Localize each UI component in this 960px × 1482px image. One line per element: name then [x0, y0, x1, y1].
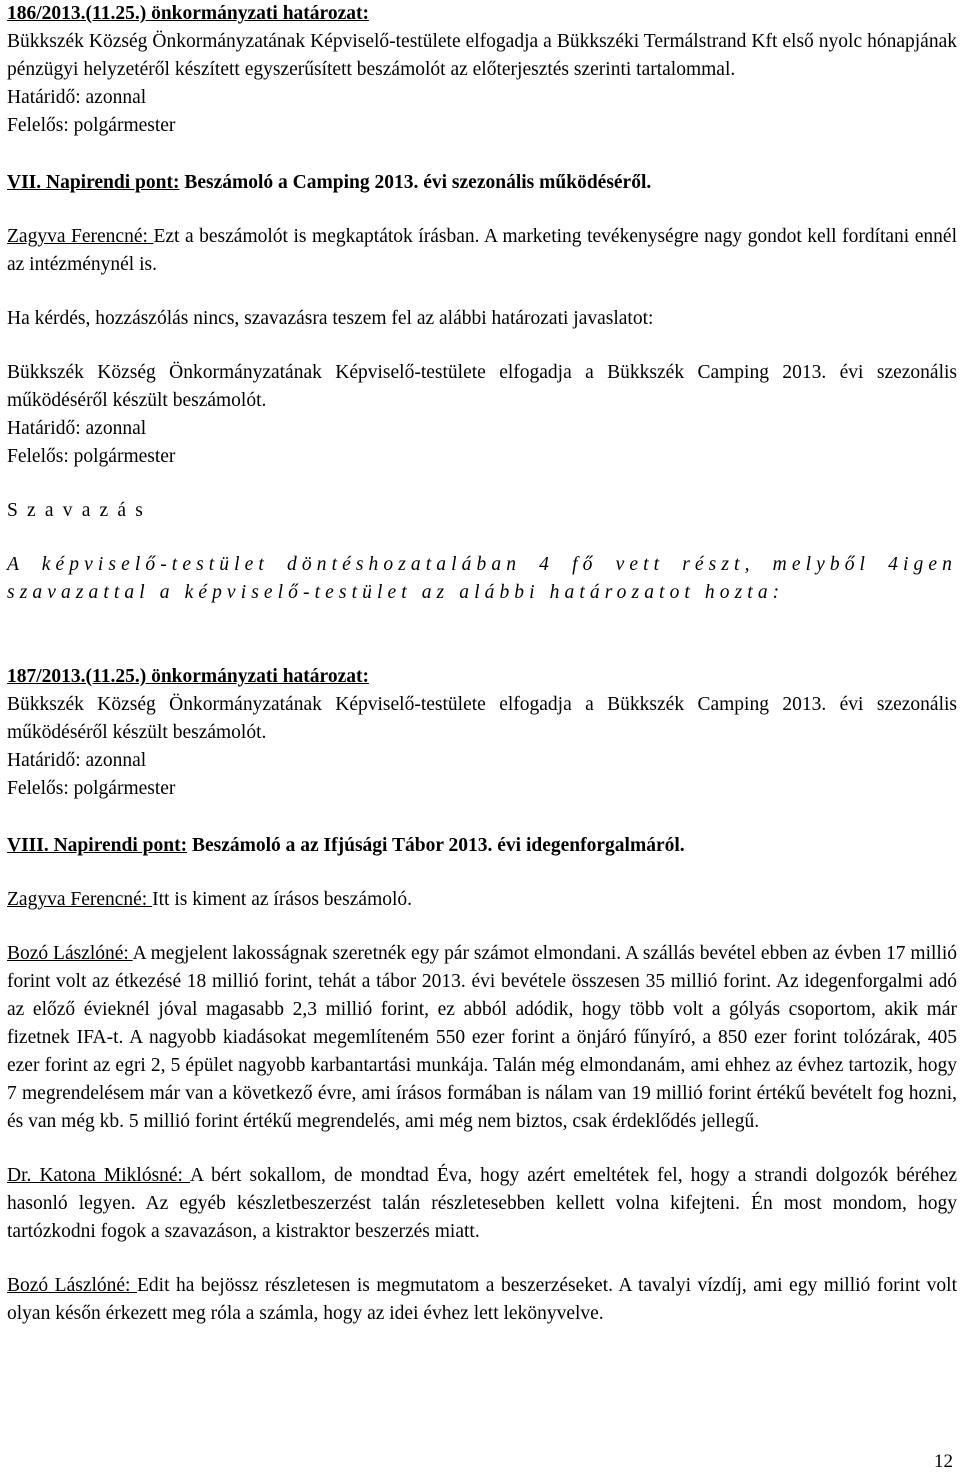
resolution-187-deadline: Határidő: azonnal [7, 750, 147, 771]
agenda-item-vii: VII. Napirendi pont: Beszámoló a Camping 2013. évi szezonális működéséről. [7, 172, 652, 193]
agenda-item-viii: VIII. Napirendi pont: Beszámoló a az Ifjúsági Tábor 2013. évi idegenforgalmáról. [7, 835, 685, 856]
speaker-name: Bozó Lászlóné: [7, 1275, 137, 1296]
voting-title: Szavazás [7, 500, 153, 521]
resolution-187-header: 187/2013.(11.25.) önkormányzati határozat: [7, 666, 369, 687]
resolution-187-text: Bükkszék Község Önkormányzatának Képviselő-testülete elfogadja a Bükkszék Camping 2013. évi szezonális működéséről készült beszámolót. [7, 694, 957, 743]
resolution-186-header: 186/2013.(11.25.) önkormányzati határozat: [7, 3, 369, 24]
proposal-responsible: Felelős: polgármester [7, 446, 176, 467]
proposal-deadline: Határidő: azonnal [7, 418, 147, 439]
voting-result: A képviselő-testület döntéshozatalában 4 fő vett részt, melyből 4igen szavazattal a képviselő-testület az alábbi határozatot hozta: [7, 554, 957, 603]
resolution-186-deadline: Határidő: azonnal [7, 87, 147, 108]
speech-bozo-1: Bozó Lászlóné: A megjelent lakosságnak szeretnék egy pár számot elmondani. A szállás bevétel ebben az évben 17 millió forint volt az étkezésé 18 millió forint, tehát a tábor 2013. évi bevétele összesen 35 millió forint. Az idegenforgalmi adó az előző évieknél jóval magasabb 2,3 millió forint, ez abból adódik, hogy több volt a gólyás csoportom, akik már fizetnek IFA-t. A nagyobb kiadásokat megemlíteném 550 ezer forint a önjáró fűnyíró, a 850 ezer forint tolózárak, 405 ezer forint az egri 2, 5 épület nagyobb karbantartási munkája. Talán még elmondanám, ami ehhez az évhez tartozik, hogy 7 megrendelésem már van a következő évre, ami írásos formában is nálam van 19 millió forint értékű bevételt fog hozni, és van még kb. 5 millió forint értékű megrendelés, ami még nem biztos, csak érdeklődés jellegű. [7, 943, 958, 1132]
resolution-187-responsible: Felelős: polgármester [7, 778, 176, 799]
speech-zagyva-2: Zagyva Ferencné: Itt is kiment az írásos beszámoló. [7, 889, 413, 910]
document-page [7, 0, 957, 1328]
page-number: 12 [934, 1451, 953, 1472]
speaker-name: Bozó Lászlóné: [7, 943, 133, 964]
speech-katona: Dr. Katona Miklósné: A bért sokallom, de mondtad Éva, hogy azért emeltétek fel, hogy a strandi dolgozók béréhez hasonló legyen. Az egyéb készletbeszerzést talán részletesebben kellett volna kifejteni. Én most mondom, hogy tartózkodni fogok a szavazáson, a kistraktor beszerzés miatt. [7, 1165, 957, 1242]
resolution-186-text: Bükkszék Község Önkormányzatának Képviselő-testülete elfogadja a Bükkszéki Termálstrand Kft első nyolc hónapjának pénzügyi helyzetéről készített egyszerűsített beszámolót az előterjesztés szerinti tartalommal. [7, 31, 957, 80]
motion-text: Ha kérdés, hozzászólás nincs, szavazásra teszem fel az alábbi határozati javaslatot: [7, 308, 654, 329]
speaker-name: Zagyva Ferencné: [7, 226, 154, 247]
resolution-186-responsible: Felelős: polgármester [7, 115, 176, 136]
proposal-text: Bükkszék Község Önkormányzatának Képviselő-testülete elfogadja a Bükkszék Camping 2013. évi szezonális működéséről készült beszámolót. [7, 362, 957, 411]
speech-bozo-2: Bozó Lászlóné: Edit ha bejössz részletesen is megmutatom a beszerzéseket. A tavalyi vízdíj, ami egy millió forint volt olyan későn érkezett meg róla a számla, hogy az idei évhez lett lekönyvelve. [7, 1275, 957, 1324]
speaker-name: Dr. Katona Miklósné: [7, 1165, 191, 1186]
speech-zagyva-1: Zagyva Ferencné: Ezt a beszámolót is megkaptátok írásban. A marketing tevékenységre nagy gondot kell fordítani ennél az intézménynél is. [7, 226, 957, 275]
speaker-name: Zagyva Ferencné: [7, 889, 153, 910]
